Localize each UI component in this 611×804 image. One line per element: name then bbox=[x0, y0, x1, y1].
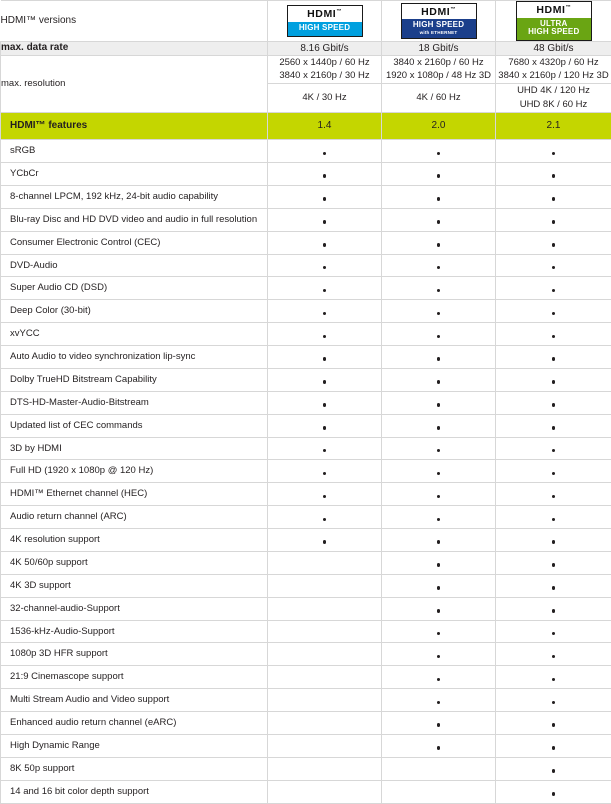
hdmi-high-speed-logo-cell bbox=[268, 1, 382, 42]
feature-support-14-1 bbox=[382, 460, 496, 483]
feature-support-2-1 bbox=[382, 185, 496, 208]
table-row bbox=[1, 757, 611, 780]
support-dot-icon bbox=[437, 380, 441, 384]
support-dot-icon bbox=[437, 289, 441, 293]
support-dot-icon bbox=[323, 197, 327, 201]
feature-label: Super Audio CD (DSD) bbox=[1, 277, 268, 300]
feature-support-16-0 bbox=[268, 506, 382, 529]
support-dot-icon bbox=[552, 312, 556, 316]
data-rate-value-0: 8.16 Gbit/s bbox=[268, 42, 382, 56]
table-row bbox=[1, 277, 611, 300]
feature-support-17-1 bbox=[382, 529, 496, 552]
support-dot-icon bbox=[323, 152, 327, 156]
table-row bbox=[1, 689, 611, 712]
support-dot-icon bbox=[323, 426, 327, 430]
feature-label: 1080p 3D HFR support bbox=[1, 643, 268, 666]
resolution-a-value-1: 3840 x 2160p / 60 Hz 1920 x 1080p / 48 Hz 3D bbox=[382, 55, 496, 84]
feature-label: 4K 50/60p support bbox=[1, 551, 268, 574]
table-row bbox=[1, 414, 611, 437]
feature-label: 8-channel LPCM, 192 kHz, 24-bit audio capability bbox=[1, 185, 268, 208]
feature-support-28-0 bbox=[268, 780, 382, 803]
feature-version-2: 2.1 bbox=[496, 112, 611, 140]
table-row bbox=[1, 140, 611, 163]
support-dot-icon bbox=[552, 678, 556, 682]
feature-support-11-2 bbox=[496, 391, 611, 414]
support-dot-icon bbox=[552, 357, 556, 361]
feature-version-1: 2.0 bbox=[382, 112, 496, 140]
support-dot-icon bbox=[437, 243, 441, 247]
support-dot-icon bbox=[552, 289, 556, 293]
table-row bbox=[1, 597, 611, 620]
feature-support-26-1 bbox=[382, 734, 496, 757]
support-dot-icon bbox=[323, 472, 327, 476]
feature-support-1-0 bbox=[268, 163, 382, 186]
table-row bbox=[1, 506, 611, 529]
feature-support-10-0 bbox=[268, 368, 382, 391]
table-row bbox=[1, 483, 611, 506]
support-dot-icon bbox=[437, 472, 441, 476]
feature-support-14-2 bbox=[496, 460, 611, 483]
support-dot-icon bbox=[437, 174, 441, 178]
feature-support-12-2 bbox=[496, 414, 611, 437]
table-row bbox=[1, 437, 611, 460]
feature-support-25-1 bbox=[382, 712, 496, 735]
support-dot-icon bbox=[552, 746, 556, 750]
support-dot-icon bbox=[552, 540, 556, 544]
feature-label: Audio return channel (ARC) bbox=[1, 506, 268, 529]
support-dot-icon bbox=[552, 495, 556, 499]
hdmi-high-speed-ethernet-logo: HDMI™ HIGH SPEED with ETHERNET bbox=[401, 3, 477, 40]
hdmi-ultra-high-speed-logo-cell bbox=[496, 1, 611, 42]
feature-label: YCbCr bbox=[1, 163, 268, 186]
support-dot-icon bbox=[437, 518, 441, 522]
feature-label: Multi Stream Audio and Video support bbox=[1, 689, 268, 712]
feature-support-21-1 bbox=[382, 620, 496, 643]
feature-support-14-0 bbox=[268, 460, 382, 483]
feature-label: 1536-kHz-Audio-Support bbox=[1, 620, 268, 643]
table-row bbox=[1, 323, 611, 346]
feature-support-5-0 bbox=[268, 254, 382, 277]
feature-support-18-0 bbox=[268, 551, 382, 574]
feature-support-16-1 bbox=[382, 506, 496, 529]
support-dot-icon bbox=[437, 655, 441, 659]
feature-support-26-0 bbox=[268, 734, 382, 757]
support-dot-icon bbox=[552, 220, 556, 224]
feature-support-13-0 bbox=[268, 437, 382, 460]
support-dot-icon bbox=[323, 357, 327, 361]
feature-support-13-1 bbox=[382, 437, 496, 460]
feature-support-7-2 bbox=[496, 300, 611, 323]
feature-support-18-2 bbox=[496, 551, 611, 574]
table-row bbox=[1, 254, 611, 277]
feature-support-21-0 bbox=[268, 620, 382, 643]
support-dot-icon bbox=[552, 723, 556, 727]
feature-label: DTS-HD-Master-Audio-Bitstream bbox=[1, 391, 268, 414]
feature-support-3-1 bbox=[382, 208, 496, 231]
feature-support-25-2 bbox=[496, 712, 611, 735]
table-row bbox=[1, 460, 611, 483]
resolution-row-1 bbox=[1, 55, 611, 84]
support-dot-icon bbox=[552, 586, 556, 590]
hdmi-high-speed-logo: HDMI™ HIGH SPEED bbox=[287, 5, 363, 36]
feature-label: Deep Color (30-bit) bbox=[1, 300, 268, 323]
feature-label: HDMI™ Ethernet channel (HEC) bbox=[1, 483, 268, 506]
table-row bbox=[1, 391, 611, 414]
support-dot-icon bbox=[323, 540, 327, 544]
support-dot-icon bbox=[552, 472, 556, 476]
support-dot-icon bbox=[437, 426, 441, 430]
support-dot-icon bbox=[323, 174, 327, 178]
feature-support-21-2 bbox=[496, 620, 611, 643]
support-dot-icon bbox=[437, 197, 441, 201]
feature-support-15-2 bbox=[496, 483, 611, 506]
feature-support-4-1 bbox=[382, 231, 496, 254]
support-dot-icon bbox=[437, 335, 441, 339]
feature-support-28-1 bbox=[382, 780, 496, 803]
feature-support-1-1 bbox=[382, 163, 496, 186]
feature-support-3-2 bbox=[496, 208, 611, 231]
versions-header-row bbox=[1, 1, 611, 42]
feature-support-20-1 bbox=[382, 597, 496, 620]
feature-support-11-1 bbox=[382, 391, 496, 414]
support-dot-icon bbox=[437, 678, 441, 682]
feature-support-17-0 bbox=[268, 529, 382, 552]
table-row bbox=[1, 300, 611, 323]
support-dot-icon bbox=[552, 563, 556, 567]
feature-label: 32-channel-audio-Support bbox=[1, 597, 268, 620]
table-row bbox=[1, 368, 611, 391]
support-dot-icon bbox=[437, 586, 441, 590]
feature-label: Updated list of CEC commands bbox=[1, 414, 268, 437]
feature-label: sRGB bbox=[1, 140, 268, 163]
feature-support-8-1 bbox=[382, 323, 496, 346]
support-dot-icon bbox=[552, 609, 556, 613]
feature-support-22-2 bbox=[496, 643, 611, 666]
data-rate-label: max. data rate bbox=[1, 42, 268, 56]
support-dot-icon bbox=[437, 609, 441, 613]
support-dot-icon bbox=[323, 449, 327, 453]
feature-support-20-2 bbox=[496, 597, 611, 620]
support-dot-icon bbox=[323, 335, 327, 339]
feature-support-19-2 bbox=[496, 574, 611, 597]
hdmi-high-speed-ethernet-logo-cell bbox=[382, 1, 496, 42]
feature-support-8-2 bbox=[496, 323, 611, 346]
feature-support-22-1 bbox=[382, 643, 496, 666]
feature-label: Consumer Electronic Control (CEC) bbox=[1, 231, 268, 254]
support-dot-icon bbox=[437, 403, 441, 407]
support-dot-icon bbox=[552, 174, 556, 178]
resolution-b-value-0: 4K / 30 Hz bbox=[268, 84, 382, 113]
feature-support-23-0 bbox=[268, 666, 382, 689]
feature-support-27-2 bbox=[496, 757, 611, 780]
support-dot-icon bbox=[323, 289, 327, 293]
table-row bbox=[1, 620, 611, 643]
feature-label: 14 and 16 bit color depth support bbox=[1, 780, 268, 803]
support-dot-icon bbox=[437, 312, 441, 316]
support-dot-icon bbox=[437, 495, 441, 499]
support-dot-icon bbox=[552, 197, 556, 201]
support-dot-icon bbox=[437, 632, 441, 636]
table-row bbox=[1, 643, 611, 666]
table-row bbox=[1, 231, 611, 254]
feature-support-27-1 bbox=[382, 757, 496, 780]
resolution-b-value-2: UHD 4K / 120 Hz UHD 8K / 60 Hz bbox=[496, 84, 611, 113]
table-row bbox=[1, 163, 611, 186]
table-row bbox=[1, 208, 611, 231]
feature-support-24-0 bbox=[268, 689, 382, 712]
feature-label: xvYCC bbox=[1, 323, 268, 346]
table-row bbox=[1, 185, 611, 208]
feature-support-9-2 bbox=[496, 346, 611, 369]
table-row bbox=[1, 551, 611, 574]
feature-support-9-0 bbox=[268, 346, 382, 369]
support-dot-icon bbox=[437, 563, 441, 567]
support-dot-icon bbox=[323, 243, 327, 247]
resolution-b-value-1: 4K / 60 Hz bbox=[382, 84, 496, 113]
support-dot-icon bbox=[552, 266, 556, 270]
resolution-label: max. resolution bbox=[1, 55, 268, 112]
feature-label: 4K 3D support bbox=[1, 574, 268, 597]
resolution-a-value-2: 7680 x 4320p / 60 Hz 3840 x 2160p / 120 Hz 3D bbox=[496, 55, 611, 84]
feature-support-8-0 bbox=[268, 323, 382, 346]
support-dot-icon bbox=[552, 426, 556, 430]
feature-support-4-2 bbox=[496, 231, 611, 254]
support-dot-icon bbox=[552, 449, 556, 453]
feature-support-9-1 bbox=[382, 346, 496, 369]
feature-support-2-2 bbox=[496, 185, 611, 208]
support-dot-icon bbox=[437, 723, 441, 727]
feature-support-10-1 bbox=[382, 368, 496, 391]
support-dot-icon bbox=[552, 701, 556, 705]
feature-label: 21:9 Cinemascope support bbox=[1, 666, 268, 689]
feature-support-5-1 bbox=[382, 254, 496, 277]
feature-label: 8K 50p support bbox=[1, 757, 268, 780]
feature-support-16-2 bbox=[496, 506, 611, 529]
support-dot-icon bbox=[437, 701, 441, 705]
feature-support-6-1 bbox=[382, 277, 496, 300]
support-dot-icon bbox=[552, 632, 556, 636]
support-dot-icon bbox=[552, 792, 556, 796]
feature-support-1-2 bbox=[496, 163, 611, 186]
support-dot-icon bbox=[323, 403, 327, 407]
features-header-row bbox=[1, 112, 611, 140]
support-dot-icon bbox=[437, 152, 441, 156]
table-row bbox=[1, 529, 611, 552]
table-row bbox=[1, 574, 611, 597]
feature-support-19-1 bbox=[382, 574, 496, 597]
feature-support-20-0 bbox=[268, 597, 382, 620]
feature-support-0-0 bbox=[268, 140, 382, 163]
feature-label: Full HD (1920 x 1080p @ 120 Hz) bbox=[1, 460, 268, 483]
table-row bbox=[1, 780, 611, 803]
feature-label: Auto Audio to video synchronization lip-sync bbox=[1, 346, 268, 369]
hdmi-ultra-high-speed-logo: HDMI™ ULTRA HIGH SPEED bbox=[516, 1, 592, 41]
feature-support-19-0 bbox=[268, 574, 382, 597]
feature-support-6-0 bbox=[268, 277, 382, 300]
feature-support-7-0 bbox=[268, 300, 382, 323]
feature-support-18-1 bbox=[382, 551, 496, 574]
table-row bbox=[1, 346, 611, 369]
feature-label: DVD-Audio bbox=[1, 254, 268, 277]
data-rate-value-2: 48 Gbit/s bbox=[496, 42, 611, 56]
support-dot-icon bbox=[552, 335, 556, 339]
feature-support-17-2 bbox=[496, 529, 611, 552]
feature-support-13-2 bbox=[496, 437, 611, 460]
feature-support-15-0 bbox=[268, 483, 382, 506]
feature-support-22-0 bbox=[268, 643, 382, 666]
feature-support-12-1 bbox=[382, 414, 496, 437]
feature-support-6-2 bbox=[496, 277, 611, 300]
feature-support-24-2 bbox=[496, 689, 611, 712]
support-dot-icon bbox=[552, 655, 556, 659]
support-dot-icon bbox=[437, 220, 441, 224]
support-dot-icon bbox=[552, 403, 556, 407]
feature-support-15-1 bbox=[382, 483, 496, 506]
feature-support-2-0 bbox=[268, 185, 382, 208]
resolution-a-value-0: 2560 x 1440p / 60 Hz 3840 x 2160p / 30 Hz bbox=[268, 55, 382, 84]
feature-support-27-0 bbox=[268, 757, 382, 780]
support-dot-icon bbox=[437, 449, 441, 453]
table-row bbox=[1, 712, 611, 735]
support-dot-icon bbox=[323, 518, 327, 522]
table-row bbox=[1, 734, 611, 757]
feature-support-4-0 bbox=[268, 231, 382, 254]
data-rate-value-1: 18 Gbit/s bbox=[382, 42, 496, 56]
support-dot-icon bbox=[552, 243, 556, 247]
feature-support-10-2 bbox=[496, 368, 611, 391]
features-header-label: HDMI™ features bbox=[1, 112, 268, 140]
support-dot-icon bbox=[437, 746, 441, 750]
feature-version-0: 1.4 bbox=[268, 112, 382, 140]
support-dot-icon bbox=[323, 220, 327, 224]
support-dot-icon bbox=[323, 312, 327, 316]
support-dot-icon bbox=[552, 380, 556, 384]
feature-support-25-0 bbox=[268, 712, 382, 735]
support-dot-icon bbox=[552, 152, 556, 156]
feature-support-24-1 bbox=[382, 689, 496, 712]
feature-label: 4K resolution support bbox=[1, 529, 268, 552]
support-dot-icon bbox=[323, 266, 327, 270]
versions-header-label: HDMI™ versions bbox=[1, 1, 268, 42]
feature-support-7-1 bbox=[382, 300, 496, 323]
feature-support-5-2 bbox=[496, 254, 611, 277]
support-dot-icon bbox=[552, 769, 556, 773]
support-dot-icon bbox=[437, 357, 441, 361]
feature-label: Dolby TrueHD Bitstream Capability bbox=[1, 368, 268, 391]
feature-support-23-2 bbox=[496, 666, 611, 689]
feature-support-28-2 bbox=[496, 780, 611, 803]
table-row bbox=[1, 666, 611, 689]
feature-support-0-2 bbox=[496, 140, 611, 163]
feature-support-0-1 bbox=[382, 140, 496, 163]
support-dot-icon bbox=[437, 540, 441, 544]
data-rate-row bbox=[1, 42, 611, 56]
support-dot-icon bbox=[323, 495, 327, 499]
feature-label: Blu-ray Disc and HD DVD video and audio in full resolution bbox=[1, 208, 268, 231]
support-dot-icon bbox=[323, 380, 327, 384]
feature-support-26-2 bbox=[496, 734, 611, 757]
feature-support-3-0 bbox=[268, 208, 382, 231]
feature-support-12-0 bbox=[268, 414, 382, 437]
feature-support-11-0 bbox=[268, 391, 382, 414]
feature-label: Enhanced audio return channel (eARC) bbox=[1, 712, 268, 735]
support-dot-icon bbox=[552, 518, 556, 522]
support-dot-icon bbox=[437, 266, 441, 270]
feature-label: High Dynamic Range bbox=[1, 734, 268, 757]
feature-label: 3D by HDMI bbox=[1, 437, 268, 460]
feature-support-23-1 bbox=[382, 666, 496, 689]
